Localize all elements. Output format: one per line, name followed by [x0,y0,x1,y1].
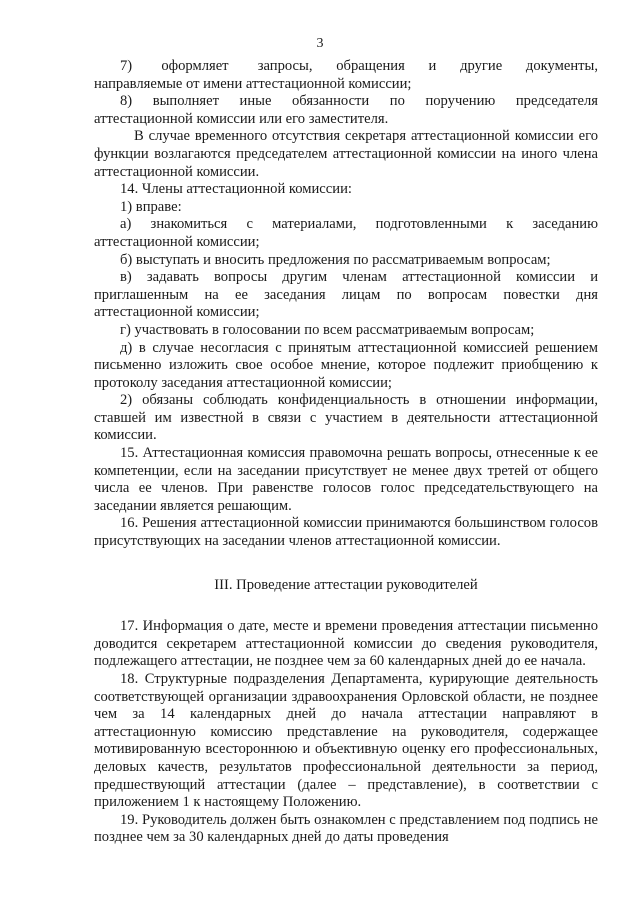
paragraph-14-b: б) выступать и вносить предложения по рассматриваемым вопросам; [120,251,551,268]
paragraph-17: 17. Информация о дате, месте и времени проведения аттестации письменно доводится секретарем аттестационной комиссии до сведения руководителя, подлежащего аттестации, не позднее чем за 60 календарных дней до ее начала. [94,618,598,670]
paragraph-item-8: 8) выполняет иные обязанности по поручению председателя аттестационной комиссии или его заместителя. [94,93,598,127]
paragraph-secretary-absence: В случае временного отсутствия секретаря аттестационной комиссии его функции возлагаются председателем аттестационной комиссии на иного члена аттестационной комиссии. [94,128,598,180]
paragraph-18: 18. Структурные подразделения Департамента, курирующие деятельность соответствующей организации здравоохранения Орловской области, не позднее чем за 14 календарных дней до начала аттестации направляют в аттестационную комиссию представление на руководителя, содержащее мотивированную всестороннюю и объективную оценку его профессиональных, деловых качеств, результатов профессиональной деятельности за период, предшествующий аттестации (далее – представление), в соответствии с приложением 1 к настоящему Положению. [94,671,598,811]
paragraph-14-d: д) в случае несогласия с принятым аттестационной комиссией решением письменно изложить свое особое мнение, которое подлежит приобщению к протоколу заседания аттестационной комиссии; [94,339,598,391]
paragraph-19: 19. Руководитель должен быть ознакомлен с представлением под подпись не позднее чем за 30 календарных дней до даты проведения [94,811,598,846]
paragraph-14-v: в) задавать вопросы другим членам аттестационной комиссии и приглашенным на ее заседания лицам по вопросам повестки дня аттестационной комиссии; [94,269,598,321]
paragraph-item-7: 7) оформляет запросы, обращения и другие документы, направляемые от имени аттестационной комиссии; [94,58,598,92]
paragraph-14: 14. Члены аттестационной комиссии: [120,181,352,198]
document-body [94,58,598,847]
section-heading: III. Проведение аттестации руководителей [214,576,478,593]
paragraph-14-g: г) участвовать в голосовании по всем рассматриваемым вопросам; [120,321,535,338]
paragraph-16: 16. Решения аттестационной комиссии принимаются большинством голосов присутствующих на заседании членов аттестационной комиссии. [94,515,598,550]
paragraph-14-2: 2) обязаны соблюдать конфиденциальность в отношении информации, ставшей им известной в связи с участием в деятельности аттестационной комиссии. [94,392,598,444]
paragraph-14-a: а) знакомиться с материалами, подготовленными к заседанию аттестационной комиссии; [94,216,598,250]
page-number: 3 [316,36,324,51]
paragraph-15: 15. Аттестационная комиссия правомочна решать вопросы, отнесенные к ее компетенции, если на заседании присутствует не менее двух третей от общего числа ее членов. При равенстве голосов голос председательствующего на заседании является решающим. [94,445,598,514]
paragraph-14-1: 1) вправе: [120,198,182,215]
